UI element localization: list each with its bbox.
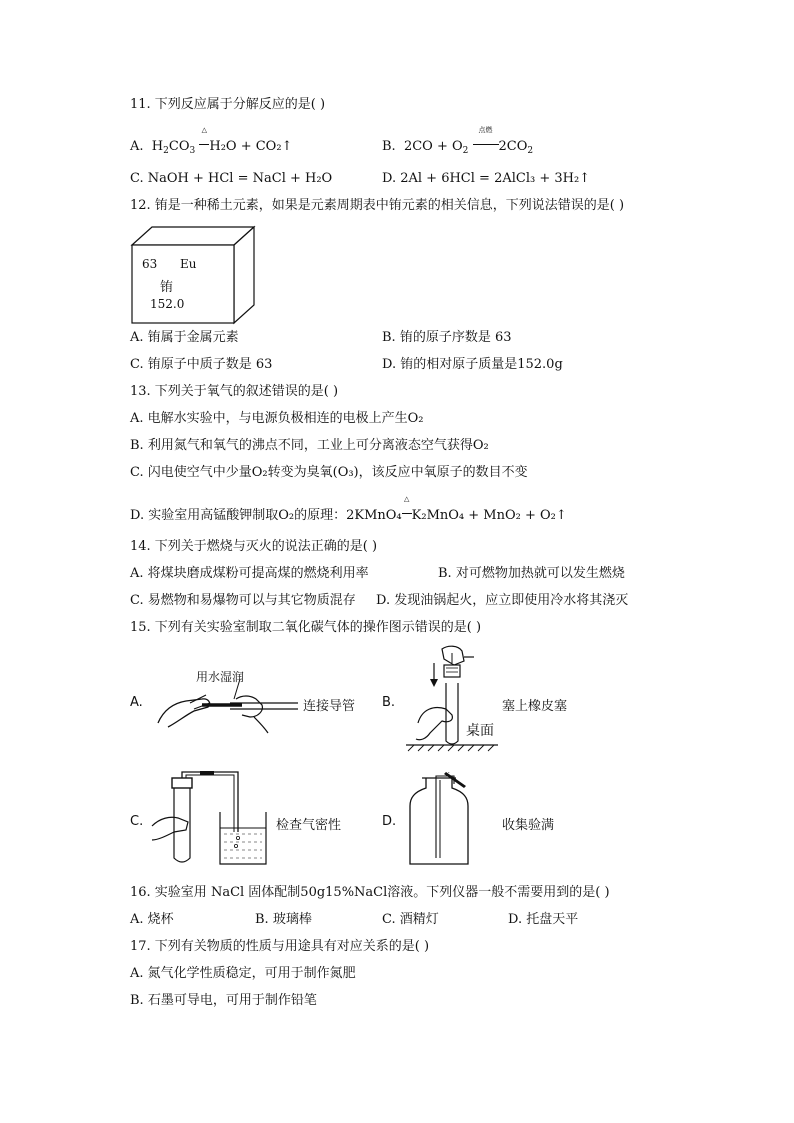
q15-b-caption: 塞上橡皮塞 [502, 699, 568, 714]
q11-b-label: B. [382, 139, 396, 154]
q12-stem: 12. 铕是一种稀土元素，如果是元素周期表中铕元素的相关信息，下列说法错误的是( ) [130, 198, 625, 213]
q14-option-b: B. 对可燃物加热就可以发生燃烧 [438, 566, 625, 581]
element-card [130, 225, 256, 325]
q17-option-b: B. 石墨可导电，可用于制作铅笔 [130, 993, 317, 1008]
q14-option-a: A. 将煤块磨成煤粉可提高煤的燃烧利用率 [130, 566, 369, 581]
q13-option-a: A. 电解水实验中，与电源负极相连的电极上产生O₂ [130, 411, 424, 426]
q15-d-letter: D. [382, 814, 397, 829]
figure-check-airtightness [150, 770, 270, 870]
q13-stem: 13. 下列关于氧气的叙述错误的是( ) [130, 384, 339, 399]
q15-c-letter: C. [130, 814, 144, 829]
element-symbol: Eu [180, 257, 197, 271]
q11-a-tail: H₂O + CO₂↑ [209, 139, 293, 154]
q11-option-a: A. $H_2CO_3$ △ H₂O + CO₂↑ [130, 126, 293, 156]
q17-option-a: A. 氮气化学性质稳定，可用于制作氮肥 [130, 966, 356, 981]
ignite-condition: 点燃 [478, 126, 493, 134]
q16-option-d: D. 托盘天平 [508, 912, 579, 927]
atomic-number: 63 [142, 257, 158, 271]
q13-d-head: D. 实验室用高锰酸钾制取O₂的原理：2KMnO₄ [130, 508, 402, 523]
q11-b-tail: 2CO [498, 139, 528, 154]
q15-b-letter: B. [382, 695, 396, 710]
q11-a-label: A. [130, 139, 144, 154]
q13-d-tail: K₂MnO₄ + MnO₂ + O₂↑ [411, 508, 567, 523]
q15-c-caption: 检查气密性 [276, 818, 342, 833]
q11-option-b: B. $2CO + O_2$ 点燃 $2CO_2$ [382, 126, 534, 156]
q13-option-c: C. 闪电使空气中少量O₂转变为臭氧(O₃)，该反应中氧原子的数目不变 [130, 465, 528, 480]
q15-d-caption: 收集验满 [502, 818, 555, 833]
figure-collect-gas [404, 772, 484, 868]
q16-option-c: C. 酒精灯 [382, 912, 439, 927]
q13-option-b: B. 利用氮气和氧气的沸点不同，工业上可分离液态空气获得O₂ [130, 438, 489, 453]
q11-stem: 11. 下列反应属于分解反应的是( ) [130, 97, 326, 112]
q15-a-caption: 连接导管 [303, 699, 356, 714]
q14-option-d: D. 发现油锅起火，应立即使用冷水将其浇灭 [376, 593, 629, 608]
q12-option-d: D. 铕的相对原子质量是152.0g [382, 357, 563, 372]
q16-stem: 16. 实验室用 NaCl 固体配制50g15%NaCl溶液。下列仪器一般不需要用到的是( ) [130, 885, 610, 900]
q15-a-letter: A. [130, 695, 143, 710]
heat-mark: △ [201, 126, 208, 134]
q16-option-b: B. 玻璃棒 [255, 912, 312, 927]
q13-option-d [130, 495, 567, 525]
q15-b-desk-label: 桌面 [466, 723, 494, 739]
q17-stem: 17. 下列有关物质的性质与用途具有对应关系的是( ) [130, 939, 430, 954]
q12-option-a: A. 铕属于金属元素 [130, 330, 239, 345]
q11-option-d: D. 2Al + 6HCl = 2AlCl₃ + 3H₂↑ [382, 171, 591, 186]
q15-stem: 15. 下列有关实验室制取二氧化碳气体的操作图示错误的是( ) [130, 620, 482, 635]
heat-mark: △ [403, 495, 410, 503]
q14-option-c: C. 易燃物和易爆物可以与其它物质混存 [130, 593, 356, 608]
q11-b-head: 2CO + O [403, 139, 463, 154]
q15-a-hand-label: 用水湿润 [196, 670, 245, 684]
atomic-mass: 152.0 [150, 297, 185, 311]
q12-option-b: B. 铕的原子序数是 63 [382, 330, 512, 345]
q11-option-c: C. NaOH + HCl = NaCl + H₂O [130, 171, 333, 186]
q14-stem: 14. 下列关于燃烧与灭火的说法正确的是( ) [130, 539, 378, 554]
element-name: 铕 [160, 280, 174, 295]
q16-option-a: A. 烧杯 [130, 912, 174, 927]
q12-option-c: C. 铕原子中质子数是 63 [130, 357, 273, 372]
